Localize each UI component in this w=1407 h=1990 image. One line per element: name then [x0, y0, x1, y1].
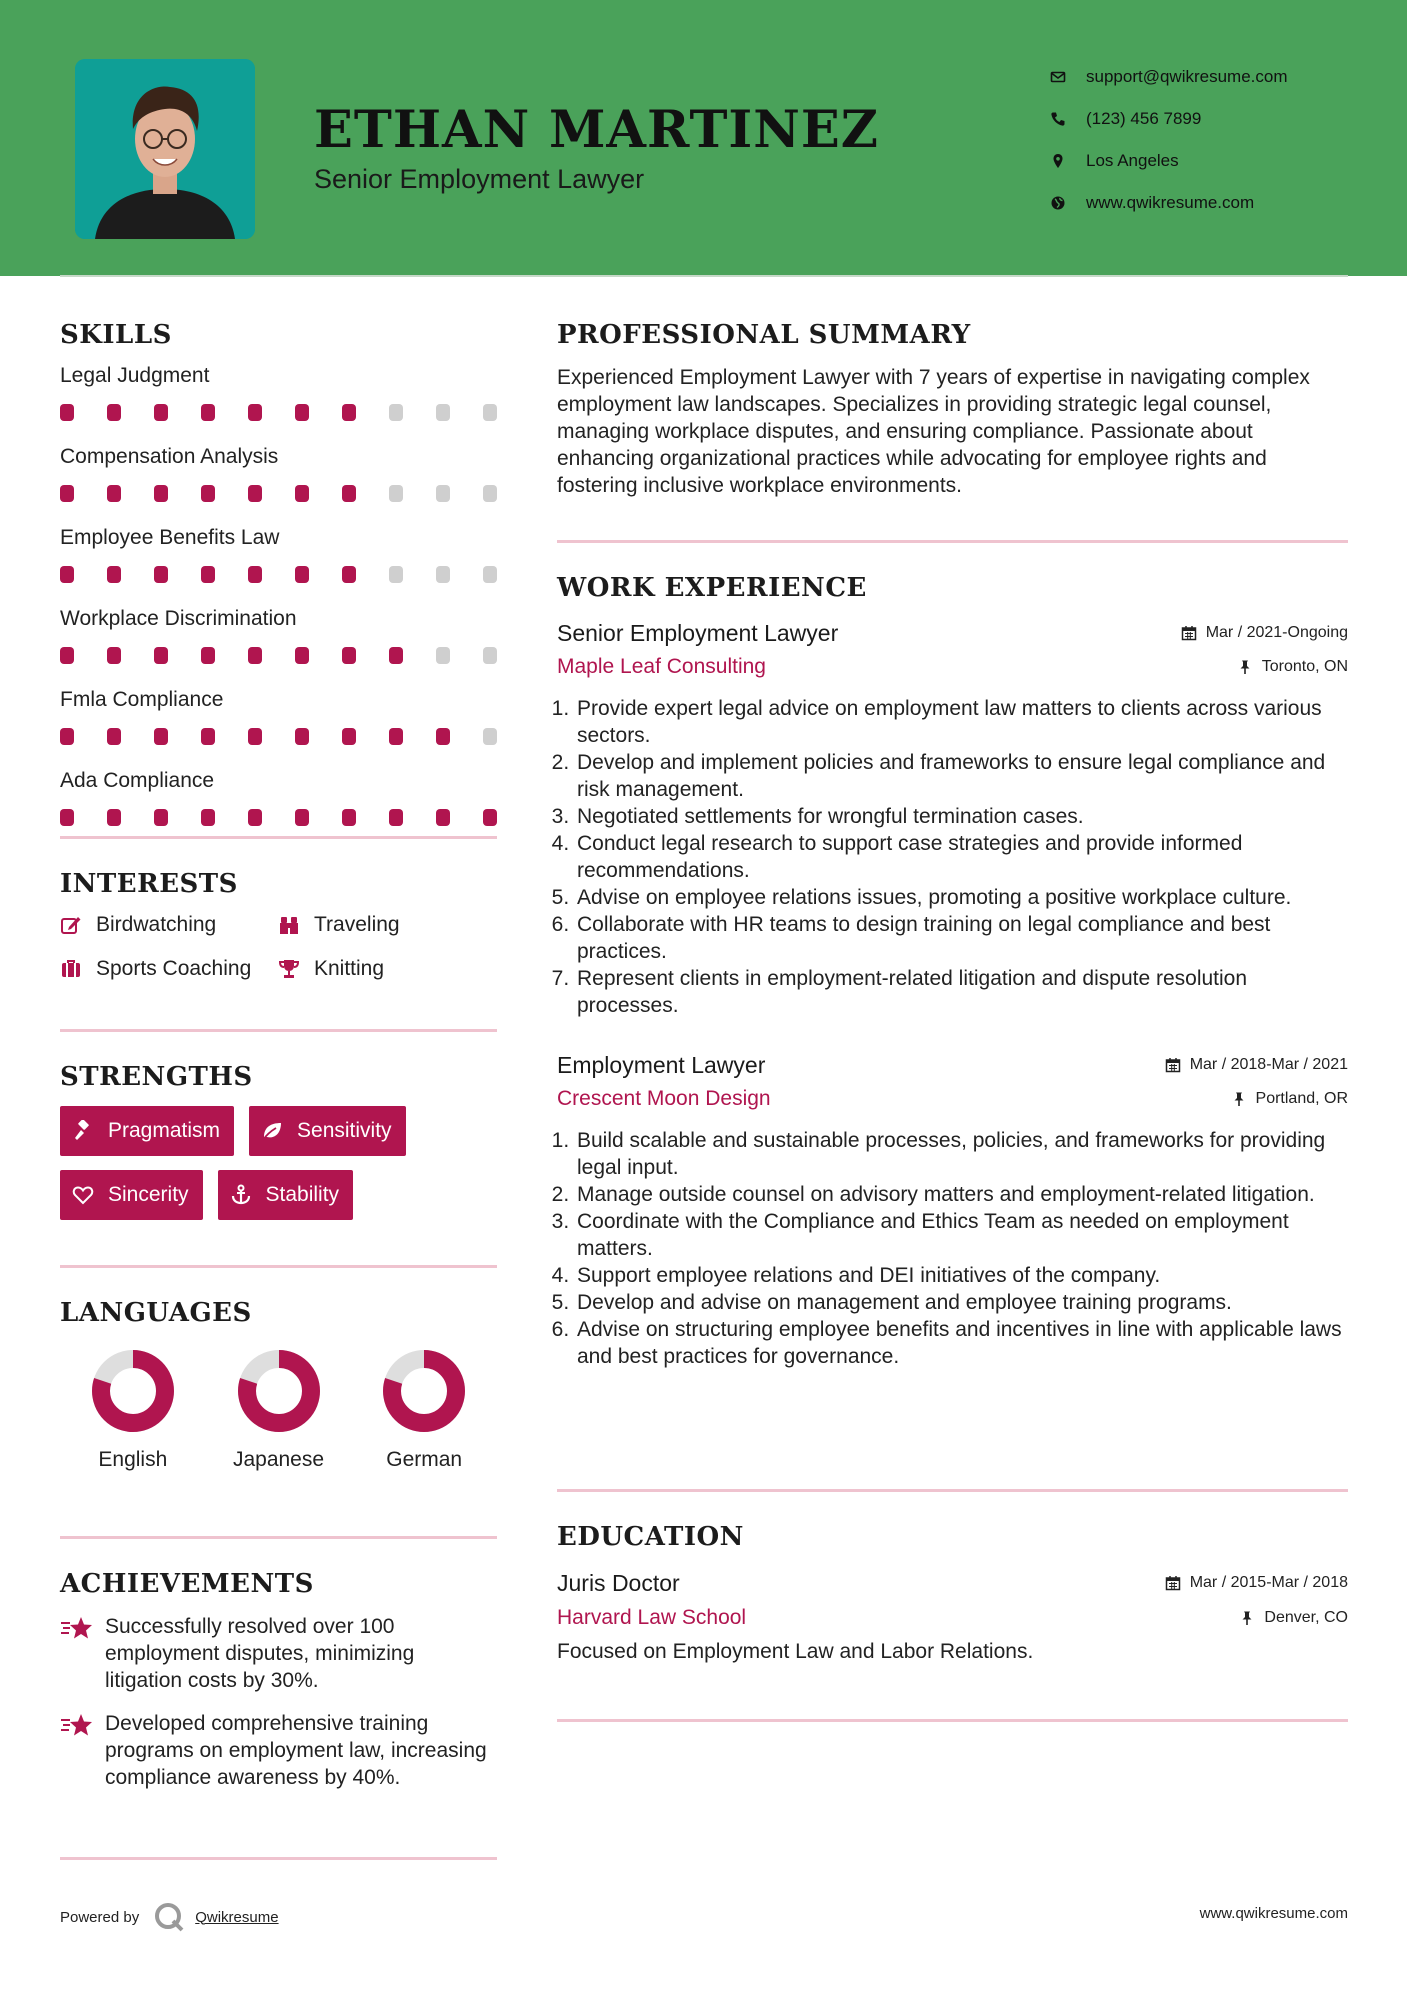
profile-photo [75, 59, 255, 239]
rating-dot-filled [483, 809, 497, 826]
skills-section [60, 320, 497, 836]
job-header [557, 617, 1348, 649]
rating-dot-filled [154, 728, 168, 745]
binoculars-icon [278, 914, 300, 936]
rating-dot-filled [342, 809, 356, 826]
skills-list [60, 364, 497, 826]
duty-item: 5. Advise on employee relations issues, promoting a positive workplace culture. [575, 884, 1348, 911]
rating-dot-filled [154, 647, 168, 664]
rating-dot-filled [248, 404, 262, 421]
duty-item: 4. Support employee relations and DEI initiatives of the company. [575, 1262, 1348, 1289]
skill-rating [60, 566, 497, 583]
pushpin-icon [1231, 1091, 1247, 1107]
rating-dot-filled [295, 809, 309, 826]
rating-dot-filled [201, 404, 215, 421]
interests-title: INTERESTS [60, 869, 238, 899]
qwikresume-link[interactable]: Qwikresume [195, 1908, 279, 1926]
skill-item [60, 445, 497, 502]
rating-dot-filled [60, 566, 74, 583]
achievements-title: ACHIEVEMENTS [60, 1569, 314, 1599]
rating-dot-filled [201, 728, 215, 745]
job-duties [557, 695, 1348, 1019]
job-dates-text: Mar / 2021-Ongoing [1205, 624, 1348, 641]
rating-dot-filled [248, 485, 262, 502]
rating-dot-filled [295, 728, 309, 745]
rating-dot-empty [483, 485, 497, 502]
rating-dot-empty [483, 404, 497, 421]
strength-label: Sensitivity [297, 1119, 392, 1142]
education-description: Focused on Employment Law and Labor Relations. [557, 1640, 1034, 1663]
rating-dot-filled [342, 728, 356, 745]
experience-title: WORK EXPERIENCE [557, 573, 867, 603]
edit-icon [60, 914, 82, 936]
pushpin-icon [1237, 659, 1253, 675]
education-location-text: Denver, CO [1264, 1609, 1348, 1626]
job-subheader [557, 1081, 1348, 1117]
education-section [557, 1492, 1348, 1719]
skill-name: Compensation Analysis [60, 445, 279, 468]
job-subheader [557, 649, 1348, 685]
rating-dot-filled [154, 404, 168, 421]
skill-name: Workplace Discrimination [60, 607, 297, 630]
skill-rating [60, 809, 497, 826]
job-dates [1181, 624, 1348, 642]
rating-dot-filled [154, 566, 168, 583]
summary-section [557, 320, 1348, 540]
language-proficiency-ring [90, 1348, 176, 1434]
interest-item [278, 957, 498, 981]
school-name: Harvard Law School [557, 1606, 747, 1629]
education-location [1239, 1609, 1348, 1627]
duty-item: 2. Develop and implement policies and frameworks to ensure legal compliance and risk management. [575, 749, 1348, 803]
rating-dot-filled [107, 404, 121, 421]
phone-icon [1050, 111, 1066, 127]
strength-badge [218, 1170, 354, 1220]
skill-rating [60, 647, 497, 664]
education-subheader [557, 1600, 1348, 1636]
rating-dot-filled [201, 809, 215, 826]
skill-item [60, 364, 497, 421]
rating-dot-filled [60, 485, 74, 502]
summary-text: Experienced Employment Lawyer with 7 years of expertise in navigating complex employment law landscapes. Specializes in providing strategic legal counsel, managing workplace disputes, and ensuring compliance. Passionate about enhancing organizational practices while advocating for employee rights and fostering inclusive workplace environments. [557, 366, 1310, 497]
summary-title: PROFESSIONAL SUMMARY [557, 320, 971, 350]
strength-badge [60, 1106, 234, 1156]
powered-by-label: Powered by [60, 1908, 140, 1926]
rating-dot-filled [389, 728, 403, 745]
job-entry [557, 1049, 1348, 1370]
contact-email-text: support@qwikresume.com [1086, 67, 1288, 86]
strength-label: Stability [265, 1183, 340, 1206]
achievement-item [60, 1613, 497, 1694]
map-pin-icon [1050, 153, 1066, 169]
duty-item: 5. Develop and advise on management and employee training programs. [575, 1289, 1348, 1316]
contact-website-text: www.qwikresume.com [1086, 193, 1255, 212]
rating-dot-filled [389, 809, 403, 826]
language-item [206, 1348, 352, 1472]
rating-dot-filled [107, 809, 121, 826]
section-divider [60, 1857, 497, 1860]
rating-dot-filled [295, 485, 309, 502]
rating-dot-filled [154, 809, 168, 826]
education-title: EDUCATION [557, 1522, 744, 1552]
rating-dot-empty [436, 485, 450, 502]
strength-badge [249, 1106, 406, 1156]
candidate-title: Senior Employment Lawyer [314, 164, 645, 194]
rating-dot-filled [154, 485, 168, 502]
job-header [557, 1049, 1348, 1081]
rating-dot-filled [60, 728, 74, 745]
duty-item: 1. Build scalable and sustainable processes, policies, and frameworks for providing legal input. [575, 1127, 1348, 1181]
header-banner [0, 0, 1407, 276]
anchor-icon [230, 1184, 252, 1206]
skill-item [60, 688, 497, 745]
languages-list [60, 1348, 497, 1472]
rating-dot-filled [248, 809, 262, 826]
rating-dot-filled [248, 647, 262, 664]
education-header [557, 1566, 1348, 1600]
qwikresume-logo-icon [153, 1900, 187, 1934]
rating-dot-empty [483, 728, 497, 745]
rating-dot-empty [436, 566, 450, 583]
interest-item [278, 913, 498, 937]
contact-phone-text: (123) 456 7899 [1086, 109, 1202, 128]
rating-dot-filled [295, 566, 309, 583]
rating-dot-empty [389, 566, 403, 583]
rating-dot-filled [342, 404, 356, 421]
interest-label: Knitting [314, 957, 385, 980]
job-title: Employment Lawyer [557, 1051, 766, 1078]
strength-badge [60, 1170, 203, 1220]
job-dates [1165, 1056, 1348, 1074]
candidate-name: ETHAN MARTINEZ [314, 100, 879, 160]
strengths-section [60, 1032, 497, 1265]
pushpin-icon [1239, 1610, 1255, 1626]
skill-rating [60, 728, 497, 745]
rating-dot-filled [201, 566, 215, 583]
shooting-star-icon [60, 1615, 94, 1643]
calendar-icon [1165, 1575, 1181, 1591]
language-proficiency-ring [381, 1348, 467, 1434]
right-column [557, 320, 1348, 1722]
duty-item: 4. Conduct legal research to support case strategies and provide informed recommendations. [575, 830, 1348, 884]
education-dates [1165, 1574, 1348, 1592]
strengths-list [60, 1106, 497, 1220]
languages-section [60, 1268, 497, 1536]
skill-item [60, 526, 497, 583]
company-name: Crescent Moon Design [557, 1087, 771, 1110]
rating-dot-filled [201, 647, 215, 664]
rating-dot-filled [295, 404, 309, 421]
envelope-icon [1050, 69, 1066, 85]
rating-dot-filled [60, 404, 74, 421]
globe-icon [1050, 195, 1066, 211]
rating-dot-filled [389, 647, 403, 664]
duty-item: 7. Represent clients in employment-related litigation and dispute resolution processes. [575, 965, 1348, 1019]
interest-label: Sports Coaching [96, 957, 252, 980]
heart-icon [72, 1184, 94, 1206]
skill-item [60, 607, 497, 664]
rating-dot-empty [389, 485, 403, 502]
leaf-icon [261, 1120, 283, 1142]
contact-list [1050, 56, 1288, 224]
job-location [1237, 658, 1348, 676]
left-column [60, 320, 497, 1860]
calendar-icon [1165, 1057, 1181, 1073]
rating-dot-empty [483, 566, 497, 583]
achievement-item [60, 1710, 497, 1791]
rating-dot-filled [436, 728, 450, 745]
language-item [351, 1348, 497, 1472]
duty-item: 2. Manage outside counsel on advisory matters and employment-related litigation. [575, 1181, 1348, 1208]
calendar-icon [1181, 625, 1197, 641]
rating-dot-filled [107, 647, 121, 664]
interests-section [60, 839, 497, 1029]
rating-dot-filled [436, 809, 450, 826]
contact-location-text: Los Angeles [1086, 151, 1179, 170]
rating-dot-filled [248, 728, 262, 745]
rating-dot-empty [436, 404, 450, 421]
skill-rating [60, 404, 497, 421]
achievement-text: Successfully resolved over 100 employment disputes, minimizing litigation costs by 30%. [105, 1615, 415, 1692]
skill-name: Ada Compliance [60, 769, 215, 792]
strength-label: Sincerity [108, 1183, 189, 1206]
duty-item: 6. Advise on structuring employee benefits and incentives in line with applicable laws and best practices for governance. [575, 1316, 1348, 1370]
interest-item [60, 913, 278, 937]
interests-list [60, 913, 497, 981]
language-proficiency-ring [236, 1348, 322, 1434]
skill-rating [60, 485, 497, 502]
briefcase-icon [60, 958, 82, 980]
company-name: Maple Leaf Consulting [557, 655, 766, 678]
skills-title: SKILLS [60, 320, 172, 350]
rating-dot-empty [389, 404, 403, 421]
contact-email[interactable] [1050, 56, 1288, 98]
contact-phone[interactable] [1050, 98, 1288, 140]
experience-section [557, 543, 1348, 1489]
job-dates-text: Mar / 2018-Mar / 2021 [1189, 1056, 1348, 1073]
skill-item [60, 769, 497, 826]
language-name: German [386, 1448, 463, 1471]
gavel-icon [72, 1120, 94, 1142]
duty-item: 1. Provide expert legal advice on employment law matters to clients across various sectors. [575, 695, 1348, 749]
duty-item: 6. Collaborate with HR teams to design training on legal compliance and best practices. [575, 911, 1348, 965]
job-location-text: Portland, OR [1255, 1090, 1348, 1107]
interest-label: Traveling [314, 913, 400, 936]
skill-name: Employee Benefits Law [60, 526, 280, 549]
rating-dot-filled [248, 566, 262, 583]
footer-website[interactable]: www.qwikresume.com [1199, 1905, 1348, 1922]
languages-title: LANGUAGES [60, 1298, 252, 1328]
strength-label: Pragmatism [108, 1119, 221, 1142]
rating-dot-filled [107, 485, 121, 502]
contact-location [1050, 140, 1288, 182]
interest-item [60, 957, 278, 981]
skill-name: Fmla Compliance [60, 688, 224, 711]
rating-dot-filled [201, 485, 215, 502]
rating-dot-filled [107, 566, 121, 583]
rating-dot-filled [295, 647, 309, 664]
rating-dot-filled [342, 647, 356, 664]
duty-item: 3. Negotiated settlements for wrongful termination cases. [575, 803, 1348, 830]
skill-name: Legal Judgment [60, 364, 210, 387]
degree-name: Juris Doctor [557, 1569, 680, 1596]
job-location [1231, 1090, 1348, 1108]
rating-dot-filled [60, 647, 74, 664]
language-name: English [98, 1448, 168, 1471]
trophy-icon [278, 958, 300, 980]
rating-dot-empty [436, 647, 450, 664]
job-entry [557, 617, 1348, 1019]
achievement-text: Developed comprehensive training programs on employment law, increasing compliance awareness by 40%. [105, 1712, 487, 1789]
footer-powered-by [60, 1900, 279, 1934]
rating-dot-filled [342, 485, 356, 502]
rating-dot-filled [107, 728, 121, 745]
interest-label: Birdwatching [96, 913, 217, 936]
rating-dot-filled [60, 809, 74, 826]
contact-website[interactable] [1050, 182, 1288, 224]
language-name: Japanese [232, 1448, 325, 1471]
rating-dot-empty [483, 647, 497, 664]
achievements-section [60, 1539, 497, 1857]
job-location-text: Toronto, ON [1261, 658, 1348, 675]
strengths-title: STRENGTHS [60, 1062, 253, 1092]
header-divider [60, 275, 1348, 277]
language-item [60, 1348, 206, 1472]
section-divider [557, 1719, 1348, 1722]
education-dates-text: Mar / 2015-Mar / 2018 [1189, 1574, 1348, 1591]
shooting-star-icon [60, 1712, 94, 1740]
job-title: Senior Employment Lawyer [557, 619, 839, 646]
duty-item: 3. Coordinate with the Compliance and Ethics Team as needed on employment matters. [575, 1208, 1348, 1262]
job-duties [557, 1127, 1348, 1370]
rating-dot-filled [342, 566, 356, 583]
